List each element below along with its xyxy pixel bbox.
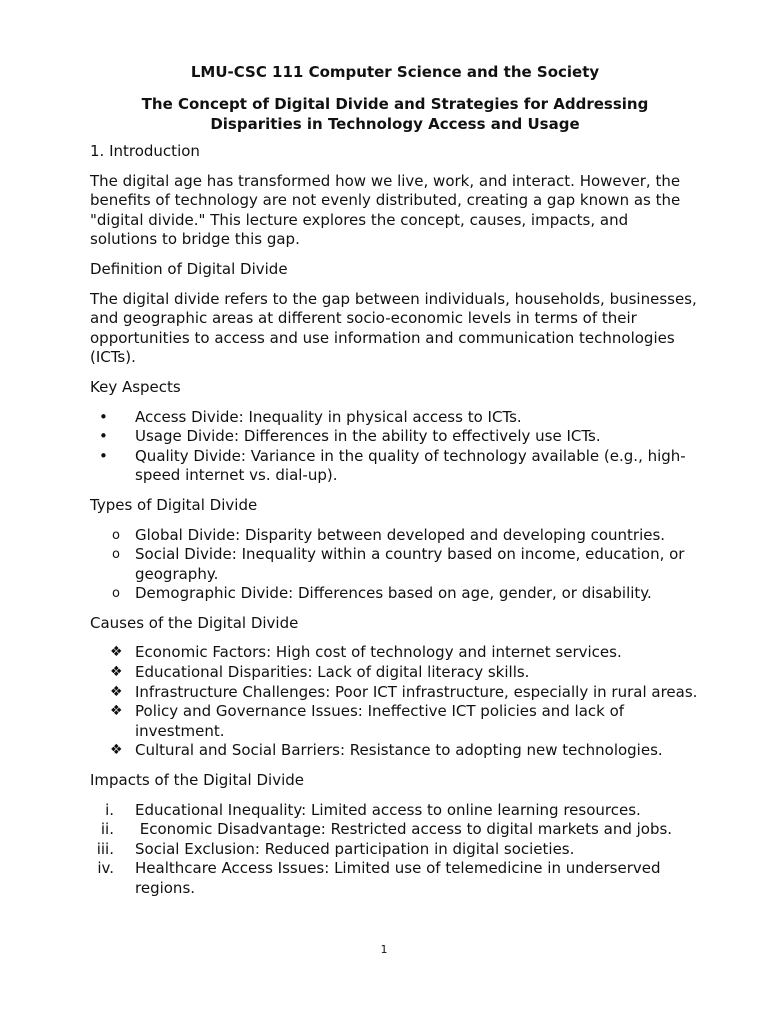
- list-number: i.: [105, 800, 114, 819]
- impacts-heading: Impacts of the Digital Divide: [90, 771, 304, 790]
- bullet-icon: •: [99, 427, 108, 446]
- document-page: [90, 62, 700, 909]
- list-item: ❖ Infrastructure Challenges: Poor ICT infrastructure, especially in rural areas.: [110, 682, 698, 701]
- list-number: iii.: [96, 839, 114, 858]
- diamond-bullet-icon: ❖: [110, 664, 123, 681]
- document-subtitle-line1: The Concept of Digital Divide and Strategies for Addressing: [141, 95, 649, 113]
- bullet-icon: •: [99, 446, 108, 465]
- list-item: ❖ Educational Disparities: Lack of digital literacy skills.: [110, 663, 530, 682]
- key-aspects-list: [90, 408, 700, 486]
- types-heading: Types of Digital Divide: [90, 495, 258, 514]
- document-title: LMU-CSC 111 Computer Science and the Society: [190, 63, 600, 81]
- list-item: iv. Healthcare Access Issues: Limited use of telemedicine in underserved regions.: [90, 859, 700, 898]
- circle-bullet-icon: o: [112, 586, 120, 602]
- list-item: • Quality Divide: Variance in the quality of technology available (e.g., high-speed internet vs. dial-up).: [99, 446, 686, 485]
- list-item: ❖ Policy and Governance Issues: Ineffective ICT policies and lack of investment.: [110, 702, 625, 740]
- definition-paragraph: The digital divide refers to the gap between individuals, households, businesses, and geographic areas at different socio-economic levels in terms of their opportunities to access and use information and communication technologies (ICTs).: [90, 289, 697, 367]
- list-number: ii.: [100, 820, 114, 839]
- page-number: 1: [380, 943, 388, 956]
- types-list: [90, 526, 700, 604]
- bullet-icon: •: [99, 407, 108, 426]
- list-number: iv.: [97, 859, 114, 878]
- list-item: iii. Social Exclusion: Reduced participation in digital societies.: [90, 840, 700, 860]
- diamond-bullet-icon: ❖: [110, 683, 123, 700]
- list-item: o Social Divide: Inequality within a country based on income, education, or geography.: [112, 545, 685, 583]
- list-item: • Access Divide: Inequality in physical access to ICTs.: [99, 407, 522, 426]
- intro-heading: 1. Introduction: [90, 142, 200, 160]
- definition-heading: Definition of Digital Divide: [90, 259, 288, 278]
- list-item: i. Educational Inequality: Limited access to online learning resources.: [90, 801, 700, 821]
- circle-bullet-icon: o: [112, 547, 120, 563]
- list-item: ❖ Economic Factors: High cost of technology and internet services.: [110, 643, 622, 662]
- list-item: ii. Economic Disadvantage: Restricted access to digital markets and jobs.: [90, 820, 700, 840]
- key-aspects-heading: Key Aspects: [90, 377, 181, 396]
- intro-paragraph: The digital age has transformed how we live, work, and interact. However, the benefits of technology are not evenly distributed, creating a gap known as the "digital divide." This lecture explores the concept, causes, impacts, and solutions to bridge this gap.: [90, 171, 681, 249]
- list-item: o Global Divide: Disparity between developed and developing countries.: [112, 525, 666, 544]
- causes-list: [90, 643, 700, 761]
- impacts-list: [90, 801, 700, 899]
- list-item: o Demographic Divide: Differences based on age, gender, or disability.: [112, 584, 652, 603]
- causes-heading: Causes of the Digital Divide: [90, 613, 299, 632]
- list-item: ❖ Cultural and Social Barriers: Resistance to adopting new technologies.: [110, 741, 663, 760]
- circle-bullet-icon: o: [112, 527, 120, 543]
- diamond-bullet-icon: ❖: [110, 644, 123, 661]
- document-subtitle-line2: Disparities in Technology Access and Usage: [210, 115, 580, 133]
- list-item: • Usage Divide: Differences in the ability to effectively use ICTs.: [99, 427, 601, 446]
- diamond-bullet-icon: ❖: [110, 742, 123, 759]
- diamond-bullet-icon: ❖: [110, 703, 123, 720]
